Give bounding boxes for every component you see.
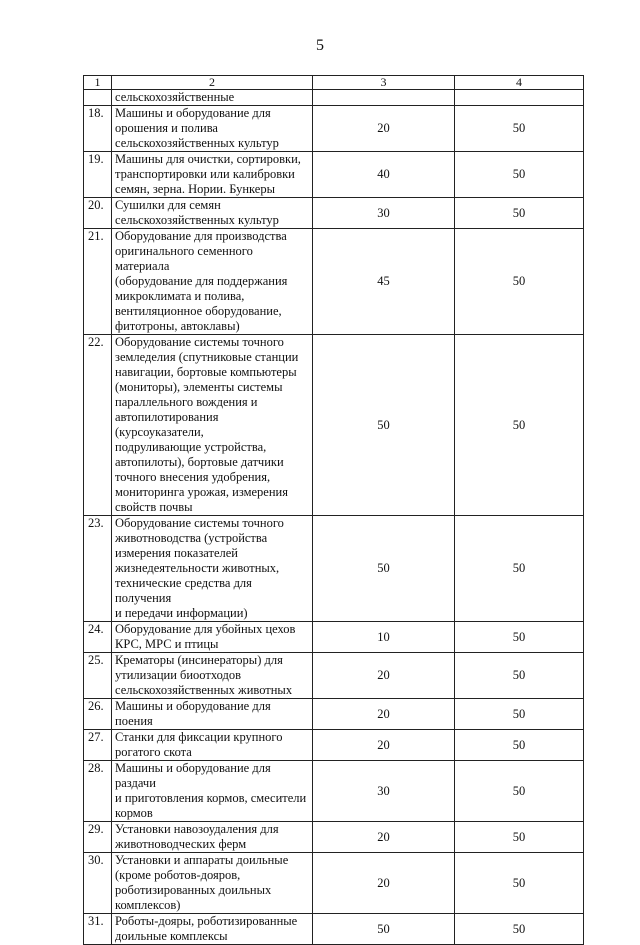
row-number	[84, 90, 112, 106]
row-number: 31.	[84, 914, 112, 945]
row-number: 20.	[84, 198, 112, 229]
row-number: 28.	[84, 761, 112, 822]
row-description: Оборудование системы точного земледелия (спутниковые станции навигации, бортовые компьютеры (мониторы), элементы системы параллельного вождения и автопилотирования (курсоуказатели, подруливающие устройства, автопилоты), бортовые датчики точного внесения удобрения, мониторинга урожая, измерения свойств почвы	[112, 335, 313, 516]
row-value-col4	[455, 90, 584, 106]
row-description: Станки для фиксации крупного рогатого скота	[112, 730, 313, 761]
row-value-col4: 50	[455, 914, 584, 945]
row-description: Оборудование для производства оригинального семенного материала (оборудование для поддержания микроклимата и полива, вентиляционное оборудование, фитотроны, автоклавы)	[112, 229, 313, 335]
table-row	[84, 335, 584, 516]
row-value-col4: 50	[455, 853, 584, 914]
header-cell: 2	[112, 76, 313, 90]
table-row	[84, 699, 584, 730]
row-number: 24.	[84, 622, 112, 653]
row-number: 30.	[84, 853, 112, 914]
continuation-row	[84, 90, 584, 106]
row-value-col3: 10	[313, 622, 455, 653]
table-row	[84, 761, 584, 822]
row-value-col4: 50	[455, 335, 584, 516]
equipment-table	[83, 75, 584, 945]
table-row	[84, 229, 584, 335]
row-value-col4: 50	[455, 198, 584, 229]
header-cell: 4	[455, 76, 584, 90]
header-cell: 1	[84, 76, 112, 90]
row-value-col4: 50	[455, 622, 584, 653]
row-value-col4: 50	[455, 229, 584, 335]
table-row	[84, 653, 584, 699]
table-row	[84, 914, 584, 945]
row-value-col4: 50	[455, 730, 584, 761]
row-value-col4: 50	[455, 653, 584, 699]
row-description: Оборудование для убойных цехов КРС, МРС и птицы	[112, 622, 313, 653]
row-value-col3: 40	[313, 152, 455, 198]
row-value-col4: 50	[455, 761, 584, 822]
row-number: 21.	[84, 229, 112, 335]
table-header-row	[84, 76, 584, 90]
row-value-col3: 20	[313, 822, 455, 853]
row-value-col3: 20	[313, 106, 455, 152]
row-value-col4: 50	[455, 822, 584, 853]
row-description: сельскохозяйственные	[112, 90, 313, 106]
row-description: Установки навозоудаления для животноводческих ферм	[112, 822, 313, 853]
row-value-col3: 20	[313, 699, 455, 730]
table-row	[84, 516, 584, 622]
row-value-col4: 50	[455, 152, 584, 198]
table-row	[84, 853, 584, 914]
row-value-col3: 50	[313, 516, 455, 622]
row-value-col3	[313, 90, 455, 106]
row-value-col3: 45	[313, 229, 455, 335]
row-number: 25.	[84, 653, 112, 699]
row-description: Крематоры (инсинераторы) для утилизации биоотходов сельскохозяйственных животных	[112, 653, 313, 699]
row-description: Машины и оборудование для поения	[112, 699, 313, 730]
row-number: 22.	[84, 335, 112, 516]
table-row	[84, 822, 584, 853]
row-number: 26.	[84, 699, 112, 730]
row-value-col3: 50	[313, 335, 455, 516]
row-number: 29.	[84, 822, 112, 853]
page-number: 5	[316, 37, 324, 54]
row-value-col3: 50	[313, 914, 455, 945]
row-number: 23.	[84, 516, 112, 622]
row-value-col4: 50	[455, 699, 584, 730]
row-description: Машины для очистки, сортировки, транспортировки или калибровки семян, зерна. Нории. Бункеры	[112, 152, 313, 198]
row-value-col3: 30	[313, 198, 455, 229]
row-description: Роботы-дояры, роботизированные доильные комплексы	[112, 914, 313, 945]
row-number: 18.	[84, 106, 112, 152]
row-value-col3: 20	[313, 853, 455, 914]
row-description: Машины и оборудование для орошения и полива сельскохозяйственных культур	[112, 106, 313, 152]
row-number: 27.	[84, 730, 112, 761]
table-row	[84, 106, 584, 152]
table-row	[84, 622, 584, 653]
row-description: Машины и оборудование для раздачи и приготовления кормов, смесители кормов	[112, 761, 313, 822]
table-row	[84, 198, 584, 229]
header-cell: 3	[313, 76, 455, 90]
row-description: Установки и аппараты доильные (кроме роботов-дояров, роботизированных доильных комплексов)	[112, 853, 313, 914]
row-value-col4: 50	[455, 106, 584, 152]
row-description: Оборудование системы точного животноводства (устройства измерения показателей жизнедеятельности животных, технические средства для получения и передачи информации)	[112, 516, 313, 622]
table-row	[84, 730, 584, 761]
row-value-col3: 20	[313, 730, 455, 761]
row-value-col3: 20	[313, 653, 455, 699]
row-value-col4: 50	[455, 516, 584, 622]
row-number: 19.	[84, 152, 112, 198]
table-row	[84, 152, 584, 198]
row-value-col3: 30	[313, 761, 455, 822]
row-description: Сушилки для семян сельскохозяйственных культур	[112, 198, 313, 229]
